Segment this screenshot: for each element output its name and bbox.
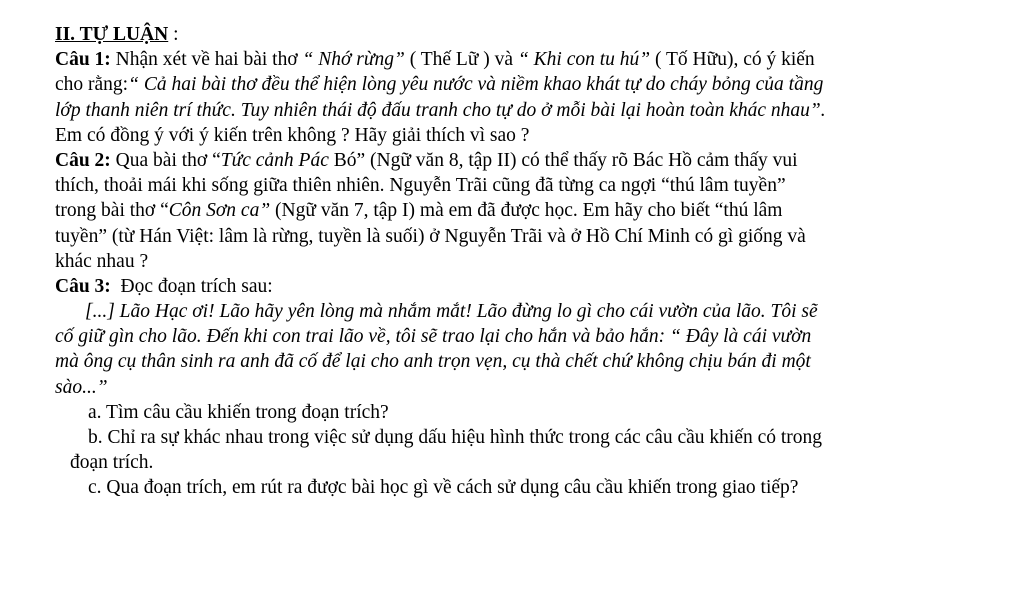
q2-text: Qua bài thơ “ (110, 149, 221, 171)
q2-text: trong bài thơ “ (55, 200, 169, 222)
q2-text: (Ngữ văn 7, tập I) mà em đã được học. Em hãy cho biết “thú lâm (270, 200, 783, 222)
q1-line-2 (55, 72, 1005, 97)
q3-label: Câu 3: (55, 275, 111, 297)
poem-title-nho-rung: “ Nhớ rừng” (302, 49, 405, 71)
q3-text: Đọc đoạn trích sau: (110, 275, 273, 297)
q1-line-1 (55, 47, 1005, 72)
q3-item-a: a. Tìm câu cầu khiến trong đoạn trích? (88, 401, 389, 423)
q3-item-b-line-1: b. Chỉ ra sự khác nhau trong việc sử dụng dấu hiệu hình thức trong các câu cầu khiến có trong (88, 427, 823, 448)
q2-line-5: khác nhau ? (55, 250, 149, 272)
q3-line-1 (55, 274, 1005, 299)
q2-label: Câu 2: (55, 149, 111, 171)
section-heading (55, 22, 1005, 47)
q1-quote: “ Cả hai bài thơ đều thể hiện lòng yêu nước và niềm khao khát tự do cháy bỏng của tầng (128, 74, 824, 96)
q1-line-4: Em có đồng ý với ý kiến trên không ? Hãy giải thích vì sao ? (55, 124, 530, 146)
q1-text: ( Thế Lữ ) và (404, 49, 518, 71)
q3-item-b-line-2: đoạn trích. (70, 452, 154, 474)
q1-text: cho rằng: (55, 74, 129, 96)
excerpt-line-1: [...] Lão Hạc ơi! Lão hãy yên lòng mà nhắm mắt! Lão đừng lo gì cho cái vườn của lão. Tôi sẽ (85, 301, 818, 323)
poem-title-tuc-canh: Tức cảnh Pác (220, 149, 329, 171)
q1-line-3: lớp thanh niên trí thức. Tuy nhiên thái độ đấu tranh cho tự do ở mỗi bài lại hoàn toàn khác nhau”. (55, 99, 826, 121)
poem-title-con-son-ca: Côn Sơn ca” (168, 200, 271, 222)
q2-line-1 (55, 148, 1005, 173)
poem-title-khi-con-tu-hu: “ Khi con tu hú” (517, 49, 651, 71)
document-page (55, 22, 1005, 501)
section-title-suffix: : (168, 24, 179, 45)
q2-line-3 (55, 198, 1005, 223)
q3-item-c: c. Qua đoạn trích, em rút ra được bài học gì về cách sử dụng câu cầu khiến trong giao tiếp? (88, 477, 799, 499)
section-title: II. TỰ LUẬN (55, 24, 169, 45)
excerpt-line-4: sào...” (55, 376, 108, 398)
q1-text: ( Tố Hữu), có ý kiến (650, 49, 815, 71)
q1-text: Nhận xét về hai bài thơ (110, 49, 303, 71)
q2-line-4: tuyền” (từ Hán Việt: lâm là rừng, tuyền là suối) ở Nguyễn Trãi và ở Hồ Chí Minh có gì giống và (55, 225, 806, 247)
excerpt-line-2: cố giữ gìn cho lão. Đến khi con trai lão về, tôi sẽ trao lại cho hắn và bảo hắn: “ Đây là cái vườn (55, 326, 812, 348)
excerpt-line-3: mà ông cụ thân sinh ra anh đã cố để lại cho anh trọn vẹn, cụ thà chết chứ không chịu bán đi một (55, 351, 811, 373)
q2-line-2: thích, thoải mái khi sống giữa thiên nhiên. Nguyễn Trãi cũng đã từng ca ngợi “thú lâm tuyền” (55, 175, 786, 197)
q1-label: Câu 1: (55, 49, 111, 71)
q2-text: Bó” (Ngữ văn 8, tập II) có thể thấy rõ Bác Hồ cảm thấy vui (328, 149, 798, 171)
